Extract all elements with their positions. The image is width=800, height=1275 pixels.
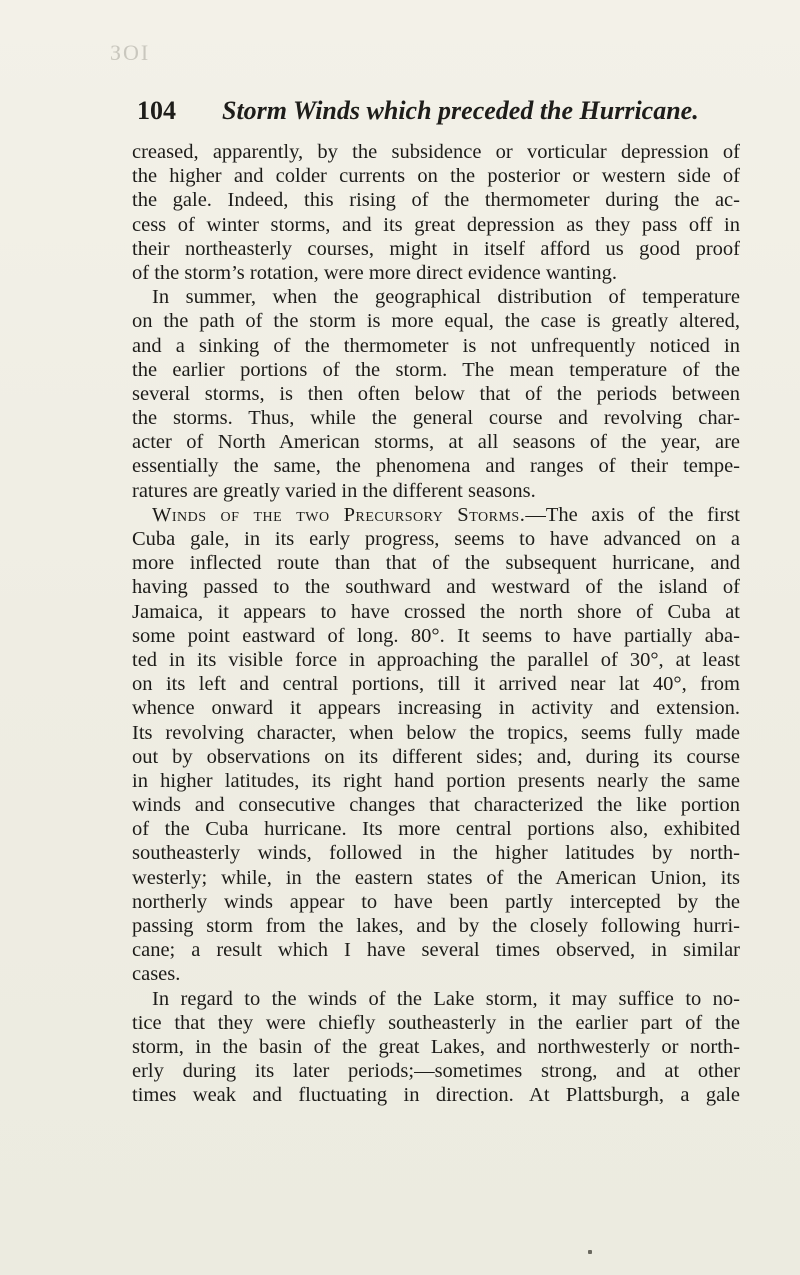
text-line: acter of North American storms, at all seasons of the year, are: [132, 431, 740, 454]
text-line: of the Cuba hurricane. Its more central portions also, exhibited: [132, 818, 740, 841]
page-number: 104: [137, 96, 176, 125]
ink-speck: [588, 1250, 592, 1254]
text-line: northerly winds appear to have been partly intercepted by the: [132, 890, 740, 913]
body-text: [132, 140, 740, 1108]
text-line: Cuba gale, in its early progress, seems to have advanced on a: [132, 528, 740, 550]
text-line: several storms, is then often below that of the periods between: [132, 382, 740, 405]
text-line: the earlier portions of the storm. The mean temperature of the: [132, 358, 740, 381]
text-line: the storms. Thus, while the general course and revolving char-: [132, 407, 740, 430]
text-line: essentially the same, the phenomena and ranges of their tempe-: [132, 455, 740, 478]
text-line: in higher latitudes, its right hand portion presents nearly the same: [132, 769, 740, 792]
text-line: cess of winter storms, and its great depression as they pass off in: [132, 213, 740, 236]
text-line: [132, 503, 740, 527]
paragraph-2: [132, 285, 740, 503]
text-line: on the path of the storm is more equal, the case is greatly altered,: [132, 310, 740, 333]
text-line: westerly; while, in the eastern states of the American Union, its: [132, 866, 740, 889]
text-line: times weak and fluctuating in direction. At Plattsburgh, a gale: [132, 1084, 740, 1107]
text-line: In regard to the winds of the Lake storm, it may suffice to no-: [152, 987, 740, 1010]
running-head: [137, 96, 737, 132]
paragraph-4: [132, 987, 740, 1108]
text-fragment: —The axis of the first: [525, 503, 740, 526]
text-line: the gale. Indeed, this rising of the thermometer during the ac-: [132, 189, 740, 212]
text-line: and a sinking of the thermometer is not unfrequently noticed in: [132, 334, 740, 357]
text-line: out by observations on its different sides; and, during its course: [132, 745, 740, 768]
text-line: erly during its later periods;—sometimes strong, and at other: [132, 1060, 740, 1083]
paragraph-3: [132, 503, 740, 987]
text-line: cases.: [132, 963, 181, 986]
text-line: of the storm’s rotation, were more direct evidence wanting.: [132, 261, 618, 284]
text-line: ratures are greatly varied in the different seasons.: [132, 479, 536, 502]
paragraph-1: [132, 140, 740, 285]
text-line: storm, in the basin of the great Lakes, and northwesterly or north-: [132, 1035, 740, 1058]
text-line: southeasterly winds, followed in the higher latitudes by north-: [132, 842, 740, 865]
text-line: whence onward it appears increasing in activity and extension.: [132, 697, 740, 720]
text-line: winds and consecutive changes that characterized the like portion: [132, 794, 740, 817]
text-line: on its left and central portions, till it arrived near lat 40°, from: [132, 673, 740, 696]
text-line: creased, apparently, by the subsidence or vorticular depression of: [132, 141, 740, 163]
text-line: the higher and colder currents on the posterior or western side of: [132, 165, 740, 188]
running-head-title: Storm Winds which preceded the Hurricane.: [222, 96, 699, 125]
text-line: having passed to the southward and westward of the island of: [132, 576, 740, 599]
text-line: their northeasterly courses, might in itself afford us good proof: [132, 237, 740, 260]
text-line: In summer, when the geographical distribution of temperature: [152, 286, 740, 309]
text-line: Its revolving character, when below the tropics, seems fully made: [132, 721, 740, 744]
text-line: some point eastward of long. 80°. It seems to have partially aba-: [132, 624, 740, 647]
section-heading: Winds of the two Precursory Storms.: [152, 503, 526, 526]
text-line: passing storm from the lakes, and by the closely following hurri-: [132, 915, 740, 937]
text-line: ted in its visible force in approaching the parallel of 30°, at least: [132, 648, 740, 671]
text-line: tice that they were chiefly southeasterly in the earlier part of the: [132, 1011, 740, 1034]
text-line: Jamaica, it appears to have crossed the north shore of Cuba at: [132, 600, 740, 623]
text-line: more inflected route than that of the subsequent hurricane, and: [132, 552, 740, 575]
text-line: cane; a result which I have several times observed, in similar: [132, 939, 740, 962]
bleed-through-text: ЗOI: [110, 40, 151, 65]
